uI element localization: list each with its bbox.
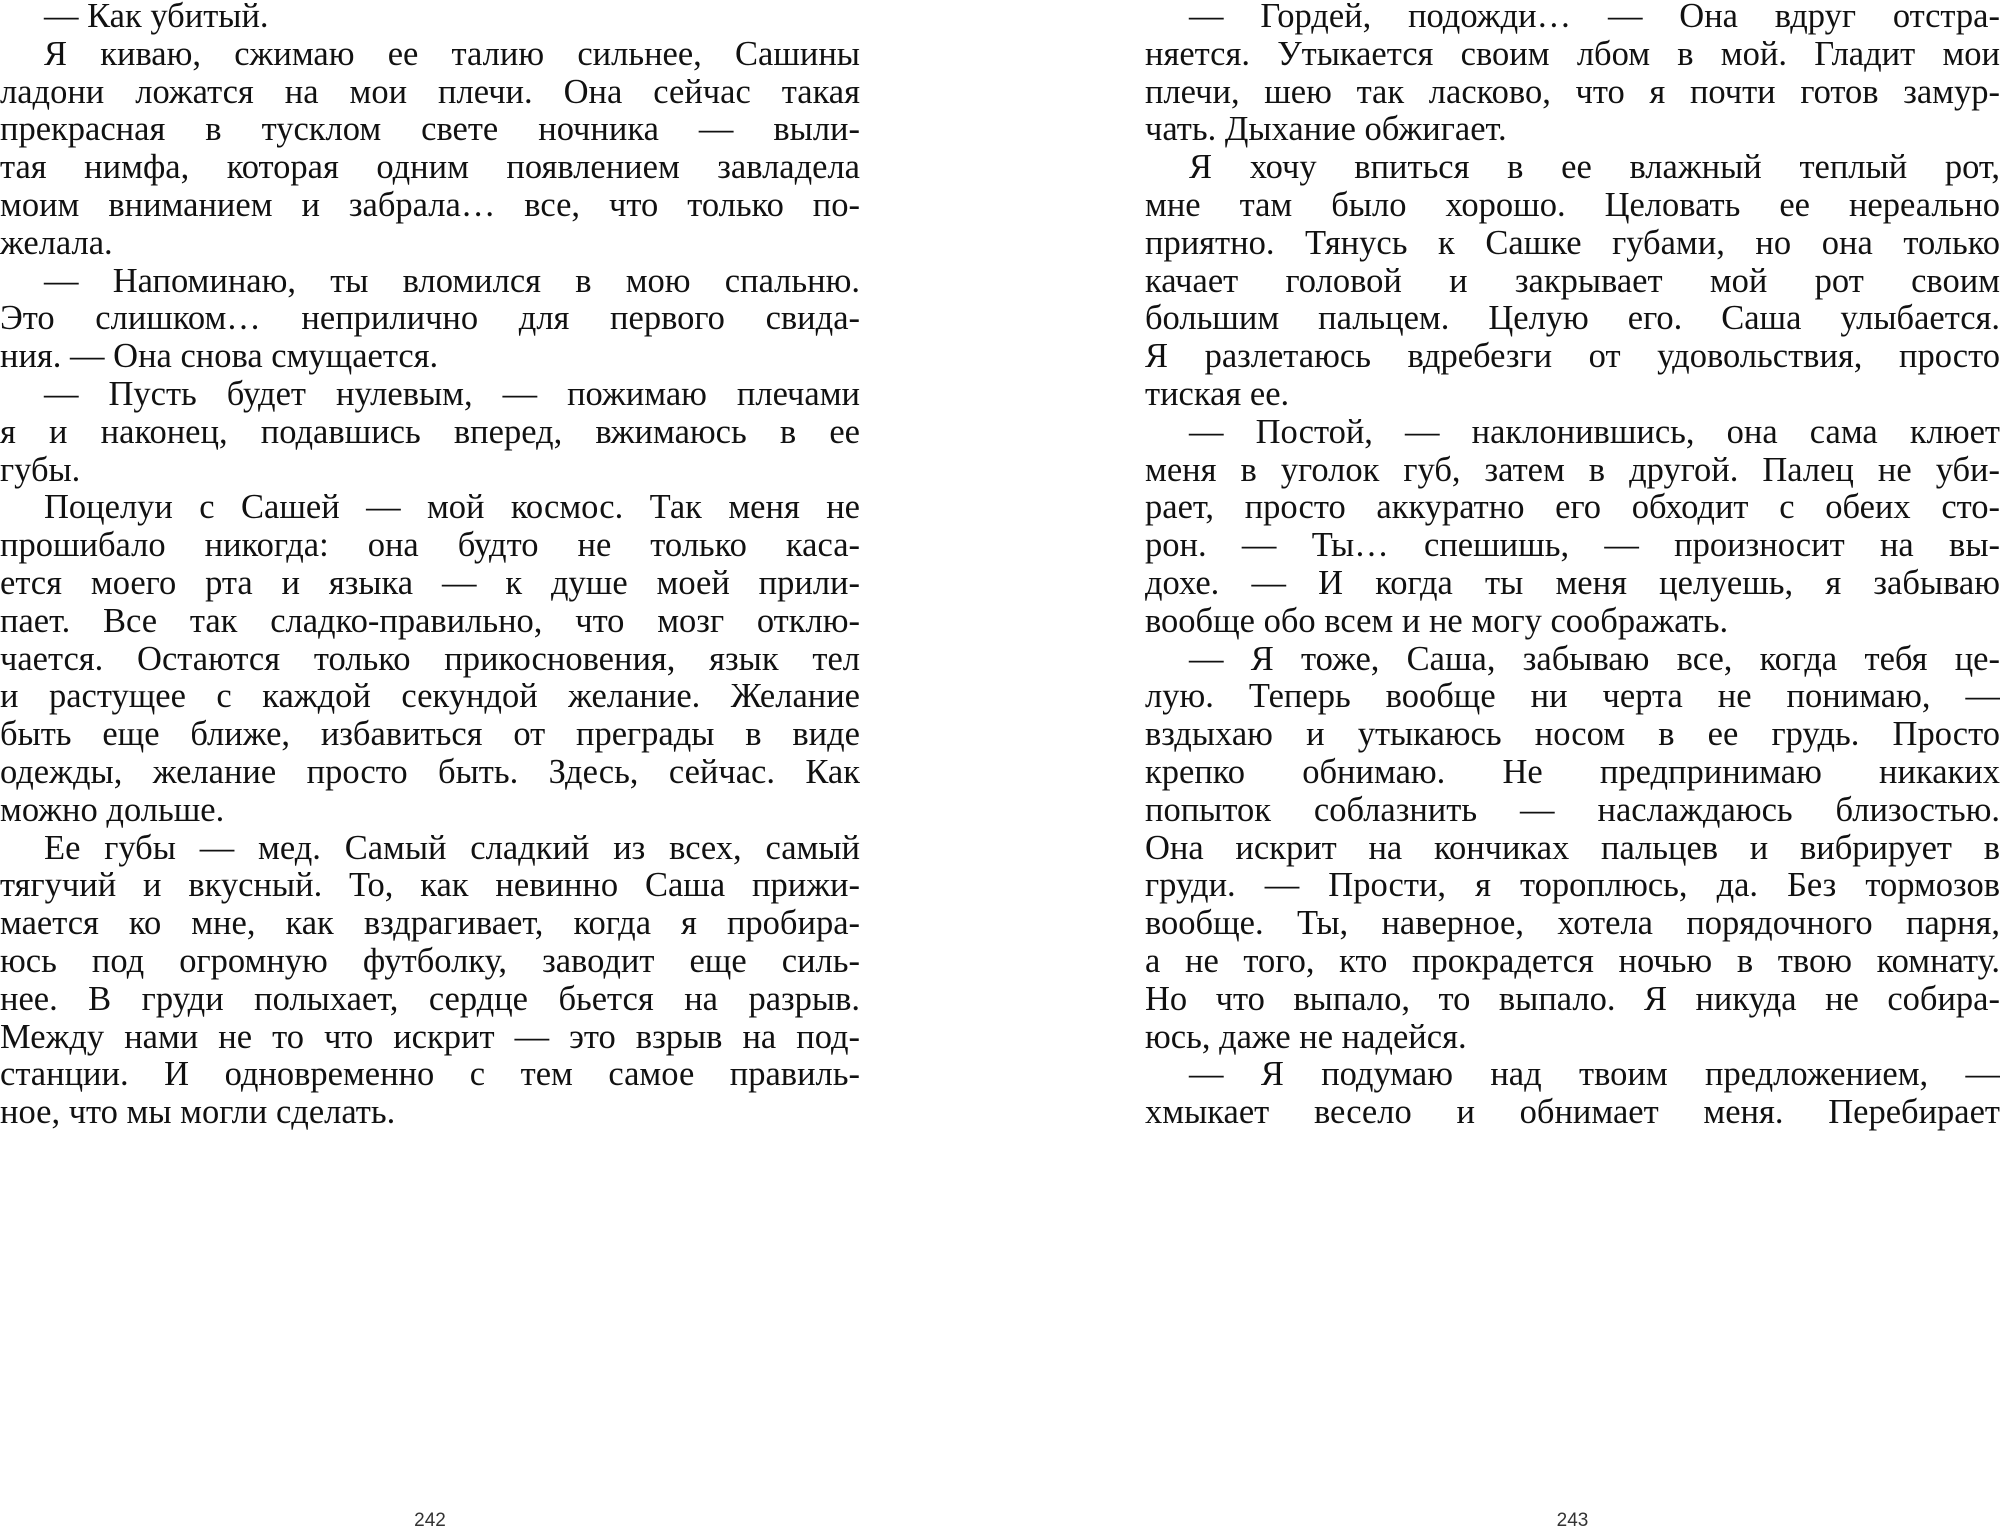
right-page-text-line: чать. Дыхание обжигает.	[1145, 110, 1507, 149]
left-page-text-line: ное, что мы могли сделать.	[0, 1093, 396, 1132]
left-page-text-line: и растущее с каждой секундой желание. Желание	[0, 677, 860, 716]
left-page-text-line: — Как убитый.	[44, 0, 269, 35]
right-page-text-line: няется. Утыкается своим лбом в мой. Гладит мои	[1145, 34, 2000, 73]
right-page-text-line: Я хочу впиться в ее влажный теплый рот,	[1189, 148, 2000, 187]
left-page-text-line: мается ко мне, как вздрагивает, когда я пробира-	[0, 904, 860, 943]
left-page-text-line: — Напоминаю, ты вломился в мою спальню.	[44, 261, 860, 300]
left-page-text-line: тая нимфа, которая одним появлением завладела	[0, 148, 860, 187]
right-page-text-line: качает головой и закрывает мой рот своим	[1145, 261, 2000, 300]
left-page-text-line: можно дольше.	[0, 790, 225, 829]
left-page-text-line: моим вниманием и забрала… все, что только по-	[0, 186, 860, 224]
left-page-text-line: ладони ложатся на мои плечи. Она сейчас такая	[0, 72, 860, 111]
right-page-text-line: а не того, кто прокрадется ночью в твою комнату.	[1145, 942, 2000, 980]
right-page-text-line: — Постой, — наклонившись, она сама клюет	[1189, 412, 2000, 451]
right-page-text-line: — Я подумаю над твоим предложением, —	[1189, 1055, 2000, 1094]
right-page-text-line: плечи, шею так ласково, что я почти готов замур-	[1145, 72, 2000, 111]
right-page-text-line: приятно. Тянусь к Сашке губами, но она только	[1145, 223, 2000, 262]
right-page-text-line: Я разлетаюсь вдребезги от удовольствия, просто	[1145, 337, 2000, 376]
left-page-text-line: Я киваю, сжимаю ее талию сильнее, Сашины	[44, 34, 860, 73]
right-page-text-line: рон. — Ты… спешишь, — произносит на вы-	[1145, 526, 2000, 565]
left-page-text-line: чается. Остаются только прикосновения, язык тел	[0, 639, 860, 678]
left-page-text-line: тягучий и вкусный. То, как невинно Саша прижи-	[0, 866, 860, 905]
left-page-text-line: желала.	[0, 223, 113, 262]
right-page-text-line: хмыкает весело и обнимает меня. Перебирает	[1145, 1093, 2000, 1132]
right-page-text-line: лую. Теперь вообще ни черта не понимаю, —	[1145, 677, 2000, 716]
right-page-text-line: мне там было хорошо. Целовать ее нереально	[1145, 186, 2000, 224]
left-page-text-line: одежды, желание просто быть. Здесь, сейчас. Как	[0, 753, 860, 791]
right-page-text-line: рает, просто аккуратно его обходит с обеих сто-	[1145, 488, 2000, 527]
left-page-number: 242	[414, 1510, 446, 1531]
right-page-text-line: вообще обо всем и не могу соображать.	[1145, 601, 1729, 640]
left-page-text-line: прошибало никогда: она будто не только каса-	[0, 526, 860, 565]
right-page-text-line: дохе. — И когда ты меня целуешь, я забываю	[1145, 564, 2000, 602]
right-page-text-line: Она искрит на кончиках пальцев и вибрирует в	[1145, 828, 2000, 867]
left-page-text-line: быть еще ближе, избавиться от преграды в виде	[0, 715, 860, 754]
right-page-text-line: Но что выпало, то выпало. Я никуда не собира-	[1145, 979, 2000, 1018]
left-page	[0, 0, 860, 1535]
right-page-text-line: — Я тоже, Саша, забываю все, когда тебя це-	[1189, 639, 2000, 678]
left-page-text-line: станции. И одновременно с тем самое правиль-	[0, 1055, 860, 1094]
right-page-text-line: вообще. Ты, наверное, хотела порядочного парня,	[1145, 904, 2000, 943]
right-page-text-line: крепко обнимаю. Не предпринимаю никаких	[1145, 753, 2000, 791]
left-page-text-line: Между нами не то что искрит — это взрыв на под-	[0, 1017, 860, 1056]
left-page-text-line: юсь под огромную футболку, заводит еще силь-	[0, 942, 860, 980]
right-page-text-line: меня в уголок губ, затем в другой. Палец не уби-	[1145, 450, 2000, 489]
right-page-text-line: — Гордей, подожди… — Она вдруг отстра-	[1189, 0, 2000, 35]
left-page-text-line: ния. — Она снова смущается.	[0, 337, 439, 376]
left-page-text-line: губы.	[0, 450, 81, 489]
right-page-text-line: большим пальцем. Целую его. Саша улыбается.	[1145, 299, 2000, 338]
left-page-text-line: — Пусть будет нулевым, — пожимаю плечами	[44, 375, 860, 413]
right-page-text-line: юсь, даже не надейся.	[1145, 1017, 1467, 1056]
right-page-text-line: тиская ее.	[1145, 375, 1290, 413]
right-page-text-line: вздыхаю и утыкаюсь носом в ее грудь. Просто	[1145, 715, 2000, 754]
left-page-text-line: пает. Все так сладко-правильно, что мозг отклю-	[0, 601, 860, 640]
left-page-text-line: ется моего рта и языка — к душе моей прили-	[0, 564, 860, 602]
right-page-text-line: попыток соблазнить — наслаждаюсь близостью.	[1145, 790, 2000, 829]
left-page-text-line: Поцелуи с Сашей — мой космос. Так меня не	[44, 488, 860, 527]
left-page-text-line: Ее губы — мед. Самый сладкий из всех, самый	[44, 828, 860, 867]
left-page-text-line: я и наконец, подавшись вперед, вжимаюсь в ее	[0, 412, 860, 451]
left-page-text-line: нее. В груди полыхает, сердце бьется на разрыв.	[0, 979, 860, 1018]
left-page-text-line: прекрасная в тусклом свете ночника — выли-	[0, 110, 860, 149]
right-page-number: 243	[1556, 1510, 1589, 1531]
right-page	[1145, 0, 2000, 1535]
left-page-text-line: Это слишком… неприлично для первого свида-	[0, 299, 860, 338]
right-page-text-line: груди. — Прости, я тороплюсь, да. Без тормозов	[1145, 866, 2000, 905]
